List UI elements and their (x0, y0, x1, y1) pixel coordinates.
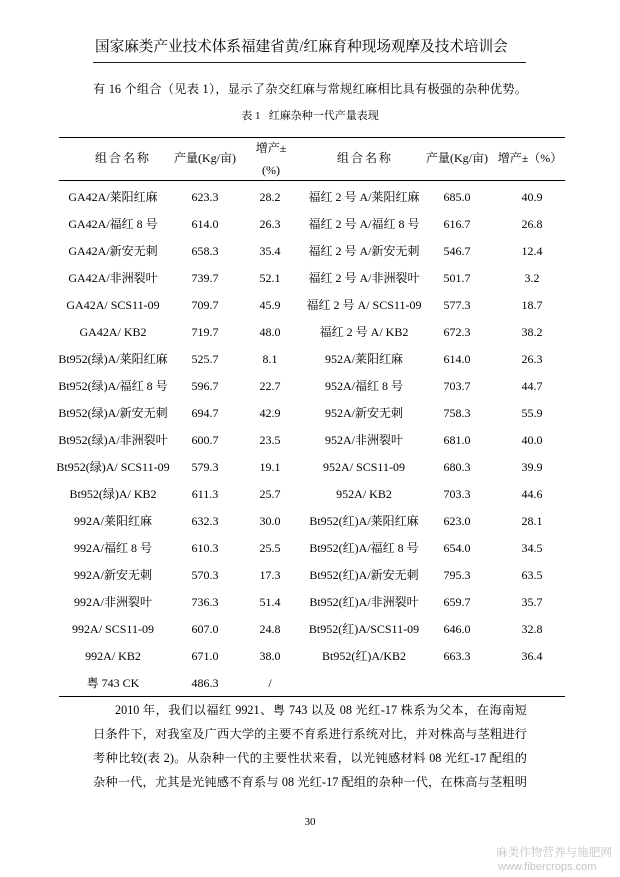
left-combination-cell: 粤 743 CK (86, 676, 140, 690)
left-combination-cell: Bt952(绿)A/福红 8 号 (58, 379, 168, 393)
right-combination-cell: 952A/莱阳红麻 (324, 352, 403, 366)
right-increase-cell: 34.5 (521, 541, 543, 555)
right-increase-cell: 40.0 (521, 433, 543, 447)
right-yield-cell: 685.0 (443, 190, 471, 204)
table-top-rule (59, 137, 565, 138)
left-yield-cell: 719.7 (191, 325, 219, 339)
right-increase-cell: 63.5 (521, 568, 543, 582)
left-increase-cell: 45.9 (259, 298, 281, 312)
left-increase-cell: 23.5 (259, 433, 281, 447)
body-text-line: 日条件下，对我室及广西大学的主要不育系进行系统对比，并对株高与茎粗进行 (93, 727, 527, 741)
table-row (59, 373, 565, 400)
left-yield-cell: 709.7 (191, 298, 219, 312)
right-yield-cell: 546.7 (443, 244, 471, 258)
left-increase-cell: 48.0 (259, 325, 281, 339)
left-combination-cell: 992A/ KB2 (85, 649, 141, 663)
watermark-site-name: 麻类作物营养与施肥网 (496, 846, 612, 859)
right-increase-cell: 44.6 (521, 487, 543, 501)
right-combination-cell: 952A/ KB2 (336, 487, 392, 501)
left-increase-cell: 25.5 (259, 541, 281, 555)
running-header-title: 国家麻类产业技术体系福建省黄/红麻育种现场观摩及技术培训会 (95, 39, 508, 55)
body-text-line: 2010 年，我们以福红 9921、粤 743 以及 08 光红-17 株系为父本，在海南短 (115, 703, 527, 717)
table-header-rule (59, 180, 565, 181)
column-header-combination-right: 组合名称 (336, 151, 393, 165)
left-yield-cell: 607.0 (191, 622, 219, 636)
right-yield-cell: 659.7 (443, 595, 471, 609)
left-increase-cell: 22.7 (259, 379, 281, 393)
right-increase-cell: 3.2 (524, 271, 540, 285)
left-yield-cell: 600.7 (191, 433, 219, 447)
table-row (59, 346, 565, 373)
right-combination-cell: 952A/新安无刺 (324, 406, 403, 420)
right-yield-cell: 680.3 (443, 460, 471, 474)
left-yield-cell: 736.3 (191, 595, 219, 609)
right-increase-cell: 36.4 (521, 649, 543, 663)
table-row (59, 292, 565, 319)
right-yield-cell: 646.0 (443, 622, 471, 636)
table-row (59, 184, 565, 211)
right-combination-cell: 福红 2 号 A/新安无刺 (308, 244, 420, 258)
table-row (59, 319, 565, 346)
left-combination-cell: GA42A/新安无刺 (68, 244, 158, 258)
left-increase-cell: 28.2 (259, 190, 281, 204)
left-increase-cell: / (268, 676, 272, 690)
left-yield-cell: 614.0 (191, 217, 219, 231)
right-yield-cell: 703.3 (443, 487, 471, 501)
column-header-increase-left: 增产± (255, 141, 287, 155)
table-body (56, 184, 565, 697)
table-row (59, 400, 565, 427)
right-yield-cell: 703.7 (443, 379, 471, 393)
right-increase-cell: 12.4 (521, 244, 543, 258)
page-number: 30 (304, 816, 316, 828)
right-increase-cell: 28.1 (521, 514, 543, 528)
table-row (59, 616, 565, 643)
left-increase-cell: 30.0 (259, 514, 281, 528)
table-row (59, 265, 565, 292)
right-yield-cell: 623.0 (443, 514, 471, 528)
right-combination-cell: 福红 2 号 A/莱阳红麻 (308, 190, 420, 204)
right-combination-cell: Bt952(红)A/SCS11-09 (308, 622, 420, 636)
right-yield-cell: 577.3 (443, 298, 471, 312)
continued-paragraph-line: 有 16 个组合（见表 1），显示了杂交红麻与常规红麻相比具有极强的杂种优势。 (93, 82, 527, 96)
right-increase-cell: 39.9 (521, 460, 543, 474)
table-row (59, 562, 565, 589)
left-yield-cell: 739.7 (191, 271, 219, 285)
left-combination-cell: 992A/福红 8 号 (73, 541, 152, 555)
left-yield-cell: 610.3 (191, 541, 219, 555)
left-yield-cell: 525.7 (191, 352, 219, 366)
right-yield-cell: 654.0 (443, 541, 471, 555)
right-combination-cell: 福红 2 号 A/ SCS11-09 (306, 298, 422, 312)
right-combination-cell: Bt952(红)A/新安无刺 (309, 568, 419, 582)
left-yield-cell: 579.3 (191, 460, 219, 474)
table-row (59, 535, 565, 562)
left-yield-cell: 611.3 (191, 487, 219, 501)
left-combination-cell: 992A/新安无刺 (73, 568, 152, 582)
left-combination-cell: 992A/莱阳红麻 (73, 514, 152, 528)
watermark (496, 845, 612, 874)
column-header-increase-left-unit: (%) (262, 163, 280, 177)
left-combination-cell: GA42A/ SCS11-09 (66, 298, 160, 312)
right-increase-cell: 40.9 (521, 190, 543, 204)
left-combination-cell: GA42A/ KB2 (79, 325, 147, 339)
right-combination-cell: Bt952(红)A/非洲裂叶 (309, 595, 419, 609)
left-yield-cell: 694.7 (191, 406, 219, 420)
left-increase-cell: 8.1 (262, 352, 278, 366)
right-yield-cell: 681.0 (443, 433, 471, 447)
watermark-url: www.fibercrops.com (498, 861, 597, 873)
left-combination-cell: GA42A/莱阳红麻 (68, 190, 158, 204)
right-combination-cell: 952A/非洲裂叶 (324, 433, 403, 447)
right-combination-cell: 福红 2 号 A/ KB2 (319, 325, 409, 339)
right-yield-cell: 795.3 (443, 568, 471, 582)
left-increase-cell: 24.8 (259, 622, 281, 636)
right-increase-cell: 18.7 (521, 298, 543, 312)
left-combination-cell: Bt952(绿)A/ SCS11-09 (56, 460, 170, 474)
left-yield-cell: 671.0 (191, 649, 219, 663)
right-increase-cell: 26.8 (521, 217, 543, 231)
right-yield-cell: 758.3 (443, 406, 471, 420)
left-increase-cell: 19.1 (259, 460, 281, 474)
left-combination-cell: 992A/非洲裂叶 (73, 595, 152, 609)
table-row (59, 481, 565, 508)
table-row (59, 589, 565, 616)
left-combination-cell: Bt952(绿)A/新安无刺 (58, 406, 168, 420)
right-combination-cell: Bt952(红)A/KB2 (321, 649, 406, 663)
header-rule (93, 62, 526, 63)
left-combination-cell: Bt952(绿)A/ KB2 (69, 487, 157, 501)
table-caption: 表 1 红麻杂种一代产量表现 (241, 110, 379, 122)
right-increase-cell: 44.7 (521, 379, 543, 393)
column-header-yield-right: 产量(Kg/亩) (426, 151, 488, 165)
left-yield-cell: 623.3 (191, 190, 219, 204)
left-increase-cell: 52.1 (259, 271, 281, 285)
left-increase-cell: 17.3 (259, 568, 281, 582)
left-yield-cell: 632.3 (191, 514, 219, 528)
left-yield-cell: 486.3 (191, 676, 219, 690)
left-combination-cell: GA42A/福红 8 号 (68, 217, 158, 231)
table-row (59, 238, 565, 265)
left-increase-cell: 42.9 (259, 406, 281, 420)
left-increase-cell: 35.4 (259, 244, 281, 258)
right-increase-cell: 32.8 (521, 622, 543, 636)
right-combination-cell: 952A/ SCS11-09 (323, 460, 405, 474)
right-combination-cell: Bt952(红)A/莱阳红麻 (309, 514, 419, 528)
column-header-combination-left: 组合名称 (94, 151, 151, 165)
right-increase-cell: 55.9 (521, 406, 543, 420)
body-text-line: 杂种一代，尤其是光钝感不育系与 08 光红-17 配组的杂种一代，在株高与茎粗明 (93, 775, 527, 789)
left-yield-cell: 596.7 (191, 379, 219, 393)
column-header-increase-right: 增产±（%） (497, 151, 563, 165)
left-combination-cell: GA42A/非洲裂叶 (68, 271, 158, 285)
left-combination-cell: Bt952(绿)A/非洲裂叶 (58, 433, 168, 447)
right-increase-cell: 35.7 (521, 595, 543, 609)
table-row (59, 211, 565, 238)
left-yield-cell: 570.3 (191, 568, 219, 582)
yield-table (56, 137, 565, 698)
body-text-line: 考种比较(表 2)。从杂种一代的主要性状来看，以光钝感材料 08 光红-17 配组的 (93, 751, 527, 765)
left-combination-cell: 992A/ SCS11-09 (72, 622, 154, 636)
right-yield-cell: 616.7 (443, 217, 471, 231)
left-increase-cell: 38.0 (259, 649, 281, 663)
table-row (59, 670, 565, 697)
right-yield-cell: 663.3 (443, 649, 471, 663)
right-combination-cell: 福红 2 号 A/福红 8 号 (308, 217, 420, 231)
table-row (59, 427, 565, 454)
right-yield-cell: 672.3 (443, 325, 471, 339)
left-increase-cell: 26.3 (259, 217, 281, 231)
right-combination-cell: 952A/福红 8 号 (324, 379, 403, 393)
right-yield-cell: 501.7 (443, 271, 471, 285)
table-row (59, 643, 565, 670)
right-combination-cell: 福红 2 号 A/非洲裂叶 (308, 271, 420, 285)
table-row (59, 508, 565, 535)
right-combination-cell: Bt952(红)A/福红 8 号 (309, 541, 419, 555)
left-yield-cell: 658.3 (191, 244, 219, 258)
right-increase-cell: 26.3 (521, 352, 543, 366)
left-increase-cell: 51.4 (259, 595, 281, 609)
left-combination-cell: Bt952(绿)A/莱阳红麻 (58, 352, 168, 366)
right-increase-cell: 38.2 (521, 325, 543, 339)
column-header-yield-left: 产量(Kg/亩) (174, 151, 236, 165)
body-paragraph (93, 698, 527, 794)
table-row (56, 454, 565, 481)
left-increase-cell: 25.7 (259, 487, 281, 501)
right-yield-cell: 614.0 (443, 352, 471, 366)
